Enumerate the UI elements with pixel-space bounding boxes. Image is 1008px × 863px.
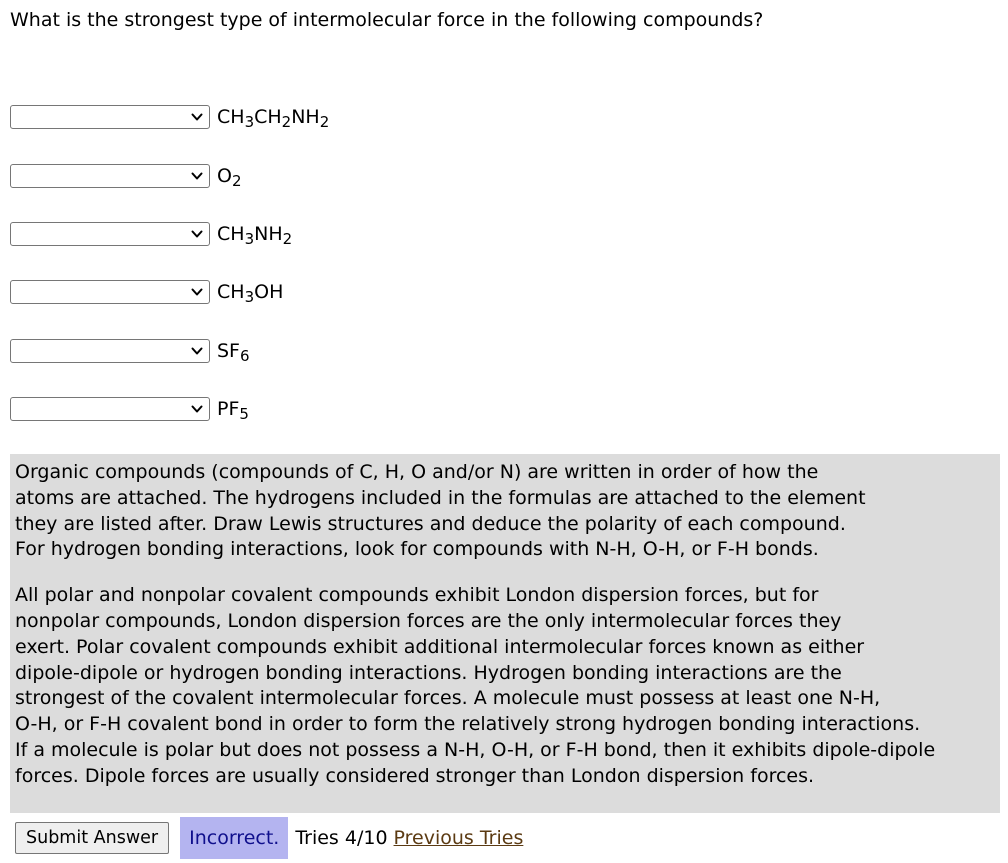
compound-formula: $CH_3CH_2NH_2$ [217,106,330,131]
submit-answer-button[interactable]: Submit Answer [15,822,169,854]
chevron-down-icon [191,402,203,416]
force-type-select[interactable] [10,164,210,188]
hint-paragraph: All polar and nonpolar covalent compounds exhibit London dispersion forces, but for nonpolar compounds, London dispersion forces are the only intermolecular forces they exert. Polar covalent compounds exhibit additional intermolecular forces known as either dipole-dipole or hydrogen bonding interactions. Hydrogen bonding interactions are the strongest of the covalent intermolecular forces. A molecule must possess at least one N-H, O-H, or F-H covalent bond in order to form the relatively strong hydrogen bonding interactions. If a molecule is polar but does not possess a N-H, O-H, or F-H bond, then it exhibits dipole-dipole forces. Dipole forces are usually considered stronger than London dispersion forces. [15,584,936,787]
compound-formula: $PF_5$ [217,398,249,423]
hint-box [10,454,1000,813]
status-badge: Incorrect. [180,817,288,859]
previous-tries-link[interactable]: Previous Tries [393,827,524,849]
compound-row [10,104,329,130]
question-text: What is the strongest type of intermolecular force in the following compounds? [10,9,764,31]
chevron-down-icon [191,344,203,358]
force-type-select[interactable] [10,280,210,304]
compound-formula: $SF_6$ [217,340,250,365]
compound-formula: $CH_3NH_2$ [217,223,293,248]
force-type-select[interactable] [10,397,210,421]
compound-formula: $CH_3OH$ [217,281,284,306]
chevron-down-icon [191,110,203,124]
compound-row [10,163,242,189]
force-type-select[interactable] [10,339,210,363]
force-type-select[interactable] [10,105,210,129]
compound-row [10,338,250,364]
tries-counter: Tries 4/10 [295,827,388,849]
force-type-select[interactable] [10,222,210,246]
hint-paragraph: Organic compounds (compounds of C, H, O and/or N) are written in order of how the atoms are attached. The hydrogens included in the formulas are attached to the element they are listed after. Draw Lewis structures and deduce the polarity of each compound. For hydrogen bonding interactions, look for compounds with N-H, O-H, or F-H bonds. [15,461,866,561]
compound-row [10,279,283,305]
compound-formula: $O_2$ [217,165,242,190]
chevron-down-icon [191,169,203,183]
chevron-down-icon [191,227,203,241]
chevron-down-icon [191,285,203,299]
answer-footer [15,817,523,859]
compound-row [10,396,249,422]
compound-row [10,221,292,247]
